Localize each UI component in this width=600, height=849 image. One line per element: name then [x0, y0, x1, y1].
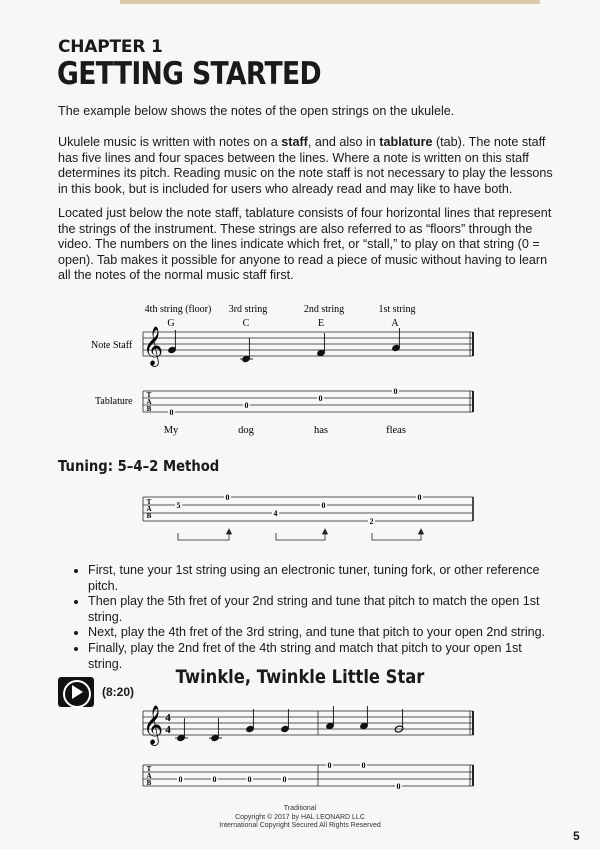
tab-number: 0 [244, 401, 249, 410]
term-tablature: tablature [379, 135, 433, 149]
svg-text:B: B [146, 512, 152, 520]
paragraph-staff: Ukulele music is written with notes on a staff, and also in tablature (tab). The note staff has five lines and four spaces between the lines. Where a note is written on this staff determines its pitch. Reading music on the note staff is not necessary to play the lessons in this book, but is included for users who already read and may like to have both. [58, 135, 553, 196]
list-item: • First, tune your 1st string using an electronic tuner, tuning fork, or other reference pitch. [88, 563, 558, 594]
lyric: dog [238, 425, 254, 436]
chapter-label: CHAPTER 1 [58, 37, 163, 57]
tab-number: 4 [273, 509, 278, 518]
svg-text:B: B [146, 779, 152, 787]
tab-number: 0 [361, 761, 366, 770]
svg-text:T: T [146, 765, 152, 773]
string-label: 2nd string [303, 304, 345, 315]
list-item: • Next, play the 4th fret of the 3rd string, and tune that pitch to your open 2nd string. [88, 625, 558, 641]
svg-text:A: A [146, 772, 152, 780]
tab-number: 0 [225, 493, 230, 502]
svg-text:4: 4 [165, 712, 171, 724]
video-timestamp: (8:20) [102, 685, 135, 699]
staff-notes [168, 328, 401, 363]
treble-clef-icon: 𝄞 [143, 328, 164, 365]
pairing-arrows [178, 529, 424, 540]
svg-text:4: 4 [165, 724, 171, 736]
top-edge-band [120, 0, 540, 4]
note-name: E [317, 318, 325, 329]
term-staff: staff [281, 135, 308, 149]
tab-number: 0 [178, 775, 183, 784]
tab-number: 0 [393, 387, 398, 396]
note-name: C [242, 318, 250, 329]
tab-number: 0 [282, 775, 287, 784]
tuning-heading: Tuning: 5–4–2 Method [58, 457, 220, 475]
note-name: G [167, 318, 175, 329]
credit-line: International Copyright Secured All Rights Reserved [219, 822, 381, 829]
tab-number: 0 [247, 775, 252, 784]
tab-number: 0 [327, 761, 332, 770]
tab-number: 0 [321, 501, 326, 510]
tab-number: 0 [396, 782, 401, 791]
tablature-staff [143, 391, 473, 412]
tuning-tab-example [0, 490, 600, 545]
open-strings-example [0, 296, 600, 436]
page-title: GETTING STARTED [57, 56, 321, 92]
tab-number: 0 [417, 493, 422, 502]
list-item: • Finally, play the 2nd fret of the 4th string and match that pitch to your open 1st string. [88, 641, 558, 672]
tab-clef [146, 391, 151, 413]
song-title: Twinkle, Twinkle Little Star [175, 666, 425, 688]
svg-text:A: A [146, 505, 152, 513]
treble-clef-icon: 𝄞 [143, 707, 164, 744]
tab-number: 0 [169, 408, 174, 417]
paragraph-tablature: Located just below the note staff, tablature consists of four horizontal lines that represent the strings of the instrument. These strings are also referred to as “floors” through the video. The numbers on the lines indicate which fret, or “stall,” to play on that string (0 = open). Tab makes it possible for anyone to read a piece of music without having to learn all the notes of the normal music staff first. [58, 206, 552, 283]
tab-number: 0 [318, 394, 323, 403]
copyright-block [0, 805, 600, 831]
paragraph-intro: The example below shows the notes of the open strings on the ukulele. [58, 104, 455, 118]
tab-number: 5 [176, 501, 181, 510]
string-label: 3rd string [228, 304, 268, 315]
list-item: • Then play the 5th fret of your 2nd string and tune that pitch to match the open 1st string. [88, 594, 558, 625]
row-label-staff: Note Staff [91, 340, 133, 351]
string-label: 1st string [378, 304, 416, 315]
lyric: fleas [386, 425, 406, 436]
string-label: 4th string (floor) [144, 304, 212, 315]
tab-number: 2 [369, 517, 374, 526]
svg-text:B: B [146, 405, 152, 413]
note-name: A [391, 318, 399, 329]
credit-line: Copyright © 2017 by HAL LEONARD LLC [235, 813, 365, 821]
lyric: has [314, 425, 328, 436]
svg-text:T: T [146, 498, 152, 506]
credit-line: Traditional [283, 805, 317, 812]
note-staff [143, 332, 473, 356]
svg-text:A: A [146, 398, 152, 406]
time-signature [165, 712, 171, 736]
svg-text:T: T [146, 391, 152, 399]
tab-number: 0 [212, 775, 217, 784]
page-number: 5 [573, 829, 580, 843]
row-label-tab: Tablature [95, 396, 133, 407]
lyric: My [163, 425, 179, 436]
tuning-steps [72, 563, 558, 672]
song-score [0, 700, 600, 800]
